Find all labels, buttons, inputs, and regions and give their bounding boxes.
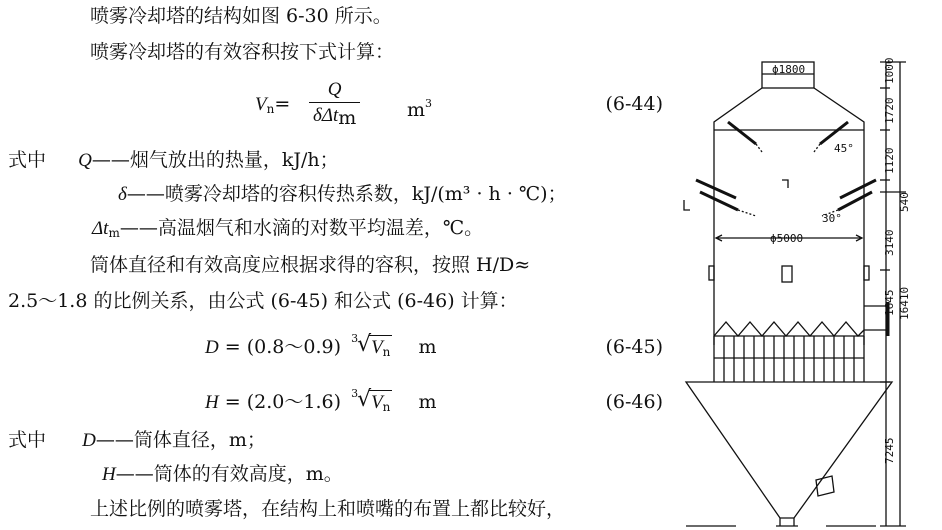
where1-line-q <box>8 148 339 173</box>
top-cone-left <box>714 88 762 130</box>
eq46-root-index: 3 <box>351 387 359 400</box>
paragraph-ratio-2: 2.5～1.8 的比例关系，由公式 (6-45) 和公式 (6-46) 计算： <box>8 290 518 312</box>
eq46-label: (6-46) <box>605 391 663 413</box>
eq46-unit: m <box>418 391 437 413</box>
discharge-chute <box>816 476 834 496</box>
nozzle-upper-left <box>728 122 756 144</box>
where2-d-desc: ——筒体直径，m； <box>95 429 266 451</box>
where1-delta-symbol: δ <box>118 184 127 205</box>
dim-1120: 1120 <box>883 147 896 174</box>
dim-7245: 7245 <box>883 437 896 464</box>
eq46-var: V <box>371 392 383 413</box>
eq46-cube-root: 3 √ $V_n$ <box>349 390 392 419</box>
dim-3140: 3140 <box>883 229 896 256</box>
dim-1720: 1720 <box>883 97 896 124</box>
where2-line-h <box>102 462 343 487</box>
where1-dt-symbol: Δt <box>92 218 109 239</box>
eq44-equals: = <box>274 93 291 115</box>
dim-540: 540 <box>898 192 911 212</box>
where1-line-dt <box>92 216 483 245</box>
eq45-coef: (0.8～0.9) <box>246 336 342 358</box>
where1-dt-desc: ——高温烟气和水滴的对数平均温差，℃。 <box>119 217 484 239</box>
eq44-unit: m <box>407 99 426 121</box>
nozzle-mid-right-2 <box>838 192 872 210</box>
eq45-unit: m <box>418 336 437 358</box>
eq45-lhs: D <box>205 337 219 358</box>
eq45-label: (6-45) <box>605 336 663 358</box>
where1-prefix: 式中 <box>8 149 47 171</box>
eq44-unit-sup: 3 <box>425 97 433 110</box>
where2-d-symbol: D <box>82 430 96 451</box>
eq46-coef: (2.0～1.6) <box>246 391 342 413</box>
paragraph-ratio-1: 筒体直径和有效高度应根据求得的容积，按照 H/D≈ <box>90 254 531 276</box>
eq46-equals: = <box>224 391 241 413</box>
paragraph-structure: 喷雾冷却塔的结构如图 6-30 所示。 <box>90 5 392 27</box>
where2-h-symbol: H <box>102 464 116 485</box>
where1-line-delta <box>118 182 567 207</box>
eq44-lhs-sub: n <box>266 102 275 116</box>
equation-6-45 <box>205 332 663 364</box>
eq44-label: (6-44) <box>605 93 663 115</box>
dim-1000: 1000 <box>883 57 896 84</box>
where1-dt-sub: m <box>108 226 120 240</box>
paragraph-volume: 喷雾冷却塔的有效容积按下式计算： <box>90 41 395 63</box>
eq44-lhs: V <box>255 94 267 115</box>
eq45-root-index: 3 <box>351 332 359 345</box>
top-diameter-label: ϕ1800 <box>772 63 806 76</box>
where1-q-desc: ——烟气放出的热量，kJ/h； <box>91 149 339 171</box>
dim-1645: 1645 <box>883 289 896 316</box>
eq45-var: V <box>371 337 383 358</box>
nozzle-upper-right <box>820 122 848 144</box>
spray-tower-figure <box>676 40 932 528</box>
equation-6-44 <box>255 80 663 128</box>
bottom-cone <box>686 382 892 518</box>
eq46-var-sub: n <box>382 400 391 414</box>
eq44-denominator: δΔt <box>313 105 339 126</box>
where2-line-d <box>8 428 266 453</box>
eq46-lhs: H <box>205 392 219 413</box>
nozzle-mid-right-1 <box>840 180 876 198</box>
center-port <box>782 266 792 282</box>
where2-prefix: 式中 <box>8 429 47 451</box>
eq45-cube-root: 3 √ $V_n$ <box>349 335 392 364</box>
where1-q-symbol: Q <box>78 150 92 171</box>
dim-16410: 16410 <box>898 286 911 320</box>
angle-lower-label: 30° <box>822 212 842 225</box>
where1-delta-desc: ——喷雾冷却塔的容积传热系数，kJ/(m³ · h · ℃)； <box>126 183 567 205</box>
top-cone-right <box>814 88 864 130</box>
baffle-zigzag <box>714 322 864 336</box>
eq44-numerator: Q <box>309 78 360 103</box>
where2-h-desc: ——筒体的有效高度，m。 <box>115 463 343 485</box>
eq45-var-sub: n <box>382 345 391 359</box>
eq44-den-sub: m <box>338 107 357 129</box>
angle-upper-label: 45° <box>834 142 854 155</box>
nozzle-mid-left-1 <box>696 180 736 198</box>
body-diameter-label: ϕ5000 <box>770 232 804 245</box>
paragraph-conclusion: 上述比例的喷雾塔，在结构上和喷嘴的布置上都比较好， <box>90 498 566 520</box>
eq44-fraction <box>309 78 360 130</box>
eq45-equals: = <box>224 336 241 358</box>
equation-6-46 <box>205 387 663 419</box>
